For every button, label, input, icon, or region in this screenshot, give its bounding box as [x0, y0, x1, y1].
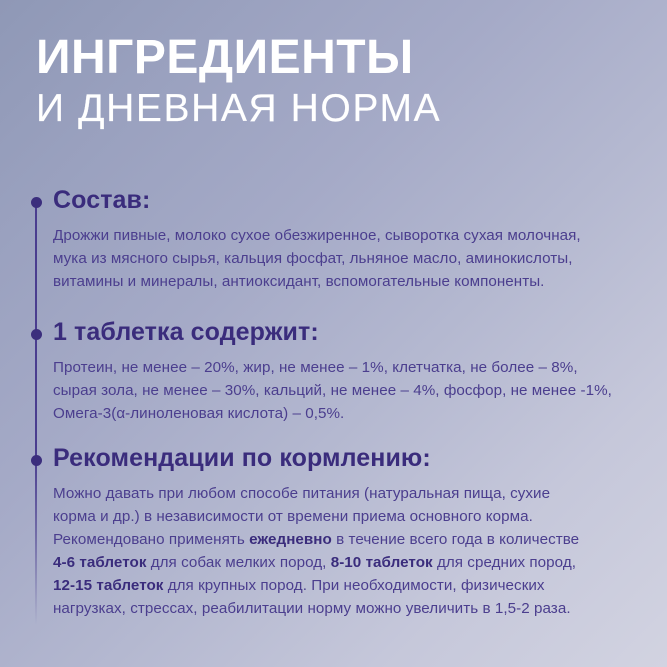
- plain-text: для собак мелких пород,: [146, 553, 331, 571]
- section: [0, 444, 667, 620]
- text-line: [53, 597, 643, 620]
- section-body: [53, 444, 667, 620]
- section-text: [53, 356, 643, 425]
- emphasis-text: 4-6 таблеток: [53, 553, 147, 571]
- plain-text: корма и др.) в независимости от времени приема основного корма.: [53, 507, 533, 525]
- poster-title-block: [36, 31, 636, 131]
- bullet-icon: [31, 197, 42, 208]
- text-line: [53, 551, 643, 574]
- emphasis-text: ежедневно: [249, 530, 332, 548]
- text-line: [53, 505, 643, 528]
- bullet-icon: [31, 329, 42, 340]
- section: [0, 318, 667, 425]
- section-heading: 1 таблетка содержит:: [53, 318, 319, 346]
- section: [0, 186, 667, 293]
- plain-text: нагрузках, стрессах, реабилитации норму можно увеличить в 1,5-2 раза.: [53, 599, 571, 617]
- plain-text: Можно давать при любом способе питания (натуральная пища, сухие: [53, 484, 551, 502]
- plain-text: в течение всего года в количестве: [331, 530, 580, 548]
- plain-text: для средних пород,: [432, 553, 577, 571]
- plain-text: Рекомендовано применять: [53, 530, 250, 548]
- emphasis-text: 12-15 таблеток: [53, 576, 164, 594]
- text-line: [53, 379, 643, 402]
- plain-text: Протеин, не менее – 20%, жир, не менее – 1%, клетчатка, не более – 8%,: [53, 358, 578, 376]
- text-line: [53, 247, 643, 270]
- section-heading: Рекомендации по кормлению:: [53, 444, 431, 472]
- section-text: [53, 482, 643, 621]
- text-line: [53, 482, 643, 505]
- text-line: [53, 270, 643, 293]
- text-line: [53, 528, 643, 551]
- plain-text: витамины и минералы, антиоксидант, вспомогательные компоненты.: [53, 272, 545, 290]
- bullet-icon: [31, 455, 42, 466]
- section-heading: Состав:: [53, 186, 151, 214]
- text-line: [53, 574, 643, 597]
- section-text: [53, 224, 643, 293]
- plain-text: Омега-3(α-линоленовая кислота) – 0,5%.: [53, 404, 345, 422]
- section-body: [53, 186, 667, 293]
- plain-text: Дрожжи пивные, молоко сухое обезжиренное, сыворотка сухая молочная,: [53, 226, 581, 244]
- text-line: [53, 402, 643, 425]
- page-subtitle: И ДНЕВНАЯ НОРМА: [36, 86, 442, 130]
- text-line: [53, 356, 643, 379]
- emphasis-text: 8-10 таблеток: [330, 553, 433, 571]
- plain-text: сырая зола, не менее – 30%, кальций, не менее – 4%, фосфор, не менее -1%,: [53, 381, 612, 399]
- section-body: [53, 318, 667, 425]
- plain-text: мука из мясного сырья, кальция фосфат, льняное масло, аминокислоты,: [53, 249, 573, 267]
- plain-text: для крупных пород. При необходимости, физических: [163, 576, 545, 594]
- page-title: ИНГРЕДИЕНТЫ: [36, 31, 414, 84]
- text-line: [53, 224, 643, 247]
